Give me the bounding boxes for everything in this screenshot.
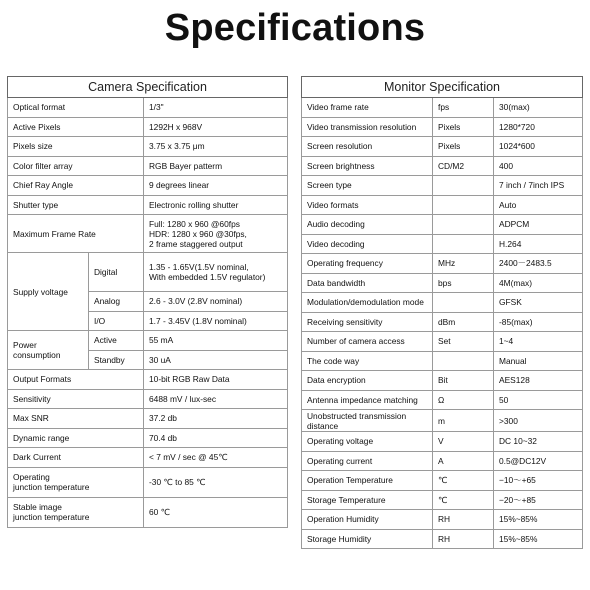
camera-spec-title: Camera Specification [8, 77, 288, 98]
table-row [8, 497, 288, 527]
spec-value-line: Full: 1280 x 960 @60fps [149, 218, 240, 229]
spec-label-line: junction temperature [13, 482, 90, 492]
spec-value: 1~4 [494, 332, 583, 352]
spec-label: Screen brightness [302, 156, 433, 176]
table-row [302, 312, 583, 332]
spec-value: 30 uA [144, 350, 288, 370]
spec-unit: Pixels [433, 117, 494, 137]
spec-value: >300 [494, 410, 583, 432]
spec-value: −20～+85 [494, 490, 583, 510]
spec-unit [433, 351, 494, 371]
table-row [302, 234, 583, 254]
spec-label: Chief Ray Angle [8, 176, 144, 196]
spec-unit: m [433, 410, 494, 432]
spec-label-line: junction temperature [13, 512, 90, 522]
table-row [8, 156, 288, 176]
spec-value [144, 253, 288, 292]
table-row [8, 448, 288, 468]
spec-sublabel: Digital [89, 253, 144, 292]
spec-label: Output Formats [8, 370, 144, 390]
spec-value: -85(max) [494, 312, 583, 332]
spec-value: 70.4 db [144, 428, 288, 448]
spec-label: Modulation/demodulation mode [302, 293, 433, 313]
table-row [302, 510, 583, 530]
table-row [302, 432, 583, 452]
table-row [302, 293, 583, 313]
spec-value: 400 [494, 156, 583, 176]
spec-label: Operating frequency [302, 254, 433, 274]
table-row [302, 490, 583, 510]
table-row [8, 409, 288, 429]
spec-value: Electronic rolling shutter [144, 195, 288, 215]
spec-unit: dBm [433, 312, 494, 332]
spec-value: 1024*600 [494, 137, 583, 157]
spec-unit [433, 176, 494, 196]
spec-value-line: HDR: 1280 x 960 @30fps, [149, 228, 247, 239]
spec-label: Max SNR [8, 409, 144, 429]
spec-label: The code way [302, 351, 433, 371]
spec-sublabel: Standby [89, 350, 144, 370]
page-title: Specifications [164, 7, 426, 49]
table-row [8, 176, 288, 196]
table-row [302, 390, 583, 410]
spec-value-line: With embedded 1.5V regulator) [149, 272, 266, 282]
spec-value: 2.6 - 3.0V (2.8V nominal) [144, 292, 288, 312]
spec-label-line: Unobstructed transmission [307, 410, 407, 421]
spec-unit: CD/M2 [433, 156, 494, 176]
spec-value [144, 215, 288, 253]
spec-sublabel: Active [89, 331, 144, 351]
spec-label: Operation Temperature [302, 471, 433, 491]
table-row [302, 471, 583, 491]
spec-unit: A [433, 451, 494, 471]
spec-value: DC 10~32 [494, 432, 583, 452]
table-row [302, 215, 583, 235]
spec-value: AES128 [494, 371, 583, 391]
table-row [8, 389, 288, 409]
spec-unit: V [433, 432, 494, 452]
spec-label: Optical format [8, 98, 144, 118]
spec-label: Operating voltage [302, 432, 433, 452]
spec-unit: Pixels [433, 137, 494, 157]
table-row [8, 98, 288, 118]
table-row [8, 253, 288, 292]
table-row [8, 467, 288, 497]
table-row [8, 331, 288, 351]
spec-unit: MHz [433, 254, 494, 274]
table-row [302, 254, 583, 274]
table-row [302, 176, 583, 196]
spec-unit: RH [433, 529, 494, 549]
spec-label: Audio decoding [302, 215, 433, 235]
spec-value: 1.7 - 3.45V (1.8V nominal) [144, 311, 288, 331]
spec-value: 30(max) [494, 98, 583, 118]
spec-label: Supply voltage [8, 253, 89, 331]
spec-label: Antenna impedance matching [302, 390, 433, 410]
spec-value: 4M(max) [494, 273, 583, 293]
table-row [8, 215, 288, 253]
spec-label: Dark Current [8, 448, 144, 468]
spec-label [8, 331, 89, 370]
table-row [302, 273, 583, 293]
spec-value: 7 inch / 7inch IPS [494, 176, 583, 196]
spec-value: Auto [494, 195, 583, 215]
spec-unit [433, 195, 494, 215]
spec-label-line: Power [13, 340, 37, 350]
monitor-spec-table [301, 76, 583, 549]
spec-label: Screen type [302, 176, 433, 196]
spec-value: Manual [494, 351, 583, 371]
spec-value: 1/3" [144, 98, 288, 118]
spec-value: 55 mA [144, 331, 288, 351]
spec-unit [433, 293, 494, 313]
spec-label: Video transmission resolution [302, 117, 433, 137]
table-row [302, 156, 583, 176]
spec-label [8, 497, 144, 527]
spec-label: Data bandwidth [302, 273, 433, 293]
camera-spec-header-row [8, 77, 288, 98]
spec-label [8, 467, 144, 497]
spec-label: Operation Humidity [302, 510, 433, 530]
spec-value: 1280*720 [494, 117, 583, 137]
spec-unit: ℃ [433, 490, 494, 510]
spec-value: 6488 mV / lux-sec [144, 389, 288, 409]
spec-label: Sensitivity [8, 389, 144, 409]
spec-label: Receiving sensitivity [302, 312, 433, 332]
table-row [302, 195, 583, 215]
spec-unit: RH [433, 510, 494, 530]
table-row [302, 410, 583, 432]
spec-label: Video decoding [302, 234, 433, 254]
spec-value: ADPCM [494, 215, 583, 235]
spec-unit: fps [433, 98, 494, 118]
spec-label: Dynamic range [8, 428, 144, 448]
spec-value: 37.2 db [144, 409, 288, 429]
spec-value: 0.5@DC12V [494, 451, 583, 471]
spec-unit: Set [433, 332, 494, 352]
table-row [8, 370, 288, 390]
spec-value: −10～+65 [494, 471, 583, 491]
spec-value: -30 ℃ to 85 ℃ [144, 467, 288, 497]
table-row [302, 137, 583, 157]
spec-value: 50 [494, 390, 583, 410]
spec-label: Number of camera access [302, 332, 433, 352]
table-row [302, 332, 583, 352]
spec-value: 15%~85% [494, 510, 583, 530]
spec-value: 10-bit RGB Raw Data [144, 370, 288, 390]
spec-label [302, 410, 433, 432]
spec-value: 9 degrees linear [144, 176, 288, 196]
spec-unit: Bit [433, 371, 494, 391]
spec-value-line: 1.35 - 1.65V(1.5V nominal, [149, 262, 249, 272]
spec-label: Storage Humidity [302, 529, 433, 549]
spec-label: Pixels size [8, 137, 144, 157]
table-row [8, 137, 288, 157]
table-row [302, 117, 583, 137]
table-row [302, 351, 583, 371]
spec-label-line: consumption [13, 350, 61, 360]
table-row [302, 451, 583, 471]
spec-sublabel: Analog [89, 292, 144, 312]
spec-label-line: Stable image [13, 502, 62, 512]
spec-value-line: 2 frame staggered output [149, 238, 243, 249]
spec-value: GFSK [494, 293, 583, 313]
spec-value: 60 ℃ [144, 497, 288, 527]
spec-label: Video formats [302, 195, 433, 215]
table-row [302, 98, 583, 118]
spec-label-line: Operating [13, 472, 50, 482]
camera-spec-table [7, 76, 288, 528]
spec-value: 3.75 x 3.75 μm [144, 137, 288, 157]
spec-value: H.264 [494, 234, 583, 254]
spec-label: Data encryption [302, 371, 433, 391]
spec-label: Screen resolution [302, 137, 433, 157]
spec-unit: ℃ [433, 471, 494, 491]
table-row [8, 428, 288, 448]
spec-label: Operating current [302, 451, 433, 471]
spec-label-line: distance [307, 420, 339, 431]
spec-unit: bps [433, 273, 494, 293]
spec-label: Maximum Frame Rate [8, 215, 144, 253]
spec-unit [433, 215, 494, 235]
spec-value: < 7 mV / sec @ 45℃ [144, 448, 288, 468]
spec-value: 2400－2483.5 [494, 254, 583, 274]
spec-label: Active Pixels [8, 117, 144, 137]
spec-unit: Ω [433, 390, 494, 410]
spec-label: Shutter type [8, 195, 144, 215]
table-row [8, 195, 288, 215]
spec-sublabel: I/O [89, 311, 144, 331]
monitor-spec-title: Monitor Specification [302, 77, 583, 98]
table-row [302, 529, 583, 549]
spec-value: 1292H x 968V [144, 117, 288, 137]
spec-value: 15%~85% [494, 529, 583, 549]
spec-label: Color filter array [8, 156, 144, 176]
spec-label: Storage Temperature [302, 490, 433, 510]
monitor-spec-header-row [302, 77, 583, 98]
table-row [8, 117, 288, 137]
spec-unit [433, 234, 494, 254]
spec-value: RGB Bayer patterm [144, 156, 288, 176]
table-row [302, 371, 583, 391]
spec-label: Video frame rate [302, 98, 433, 118]
